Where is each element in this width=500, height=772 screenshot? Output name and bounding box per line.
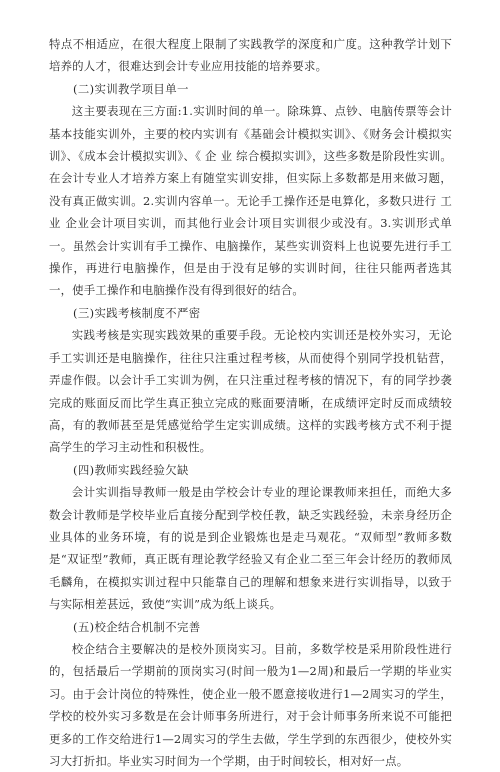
section-heading-2: (二)实训教学项目单一 (73, 81, 189, 96)
section-heading-5: (五)校企结合机制不完善 (73, 619, 201, 634)
paragraph-assessment: 实践考核是实现实践效果的重要手段。无论校内实训还是校外实习，无论手工实训还是电脑操作，往往只注重过程考核，从而使得个别同学投机钻营，弄虚作假。以会计手工实训为例，在只注重过程考核的情况下，有的同学抄袭完成的账面反而比学生真正独立完成的账面要清晰，在成绩评定时反而成绩较高，有的教师甚至是凭感觉给学生定实训成绩。这样的实践考核方式不利于提高学生的学习主动性和积极性。 (49, 328, 452, 455)
paragraph-teacher-experience: 会计实训指导教师一般是由学校会计专业的理论课教师来担任，而绝大多数会计教师是学校毕业后直接分配到学校任教，缺乏实践经验，未亲身经历企业具体的业务环境，有的说是到企业锻炼也是走马观花。“双师型”教师多数是“双证型”教师，真正既有理论教学经验又有企业二至三年会计经历的教师凤毛麟角，在模拟实训过程中只能靠自己的理解和想象来进行实训指导，以致于与实际相差甚远，致使“实训”成为纸上谈兵。 (49, 485, 452, 612)
paragraph-intro-continuation: 特点不相适应，在很大程度上限制了实践教学的深度和广度。这种教学计划下培养的人才，很难达到会计专业应用技能的培养要求。 (49, 37, 452, 74)
section-heading-3: (三)实践考核制度不严密 (73, 305, 201, 320)
paragraph-school-enterprise: 校企结合主要解决的是校外顶岗实习。目前，多数学校是采用阶段性进行的，包括最后一学期前的顶岗实习(时间一般为1—2周)和最后一学期的毕业实习。由于会计岗位的特殊性，使企业一般不愿意接收进行1—2周实习的学生，学校的校外实习多数是在会计师事务所进行，对于会计师事务所来说不可能把更多的工作交给进行1—2周实习的学生去做，学生学到的东西很少，使校外实习大打折扣。毕业实习时间为一个学期，由于时间较长，相对好一点。 (49, 641, 452, 768)
paragraph-training-projects: 这主要表现在三方面:1.实训时间的单一。除珠算、点钞、电脑传票等会计基本技能实训外，主要的校内实训有《基础会计模拟实训》、《财务会计模拟实训》、《成本会计模拟实训》、《 企 业 综合模拟实训》，这些多数是阶段性实训。在会计专业人才培养方案上有随堂实训安排，但实际上多数都是用来做习题，没有真正做实训。2.实训内容单一。无论手工操作还是电算化，多数只进行 工业 企业会计项目实训，而其他行业会计项目实训很少或没有。3.实训形式单一。虽然会计实训有手工操作、电脑操作，某些实训资料上也说要先进行手工操作，再进行电脑操作，但是由于没有足够的实训时间，往往只能两者选其一，使手工操作和电脑操作没有得到很好的结合。 (49, 104, 452, 298)
section-heading-4: (四)教师实践经验欠缺 (73, 462, 189, 477)
